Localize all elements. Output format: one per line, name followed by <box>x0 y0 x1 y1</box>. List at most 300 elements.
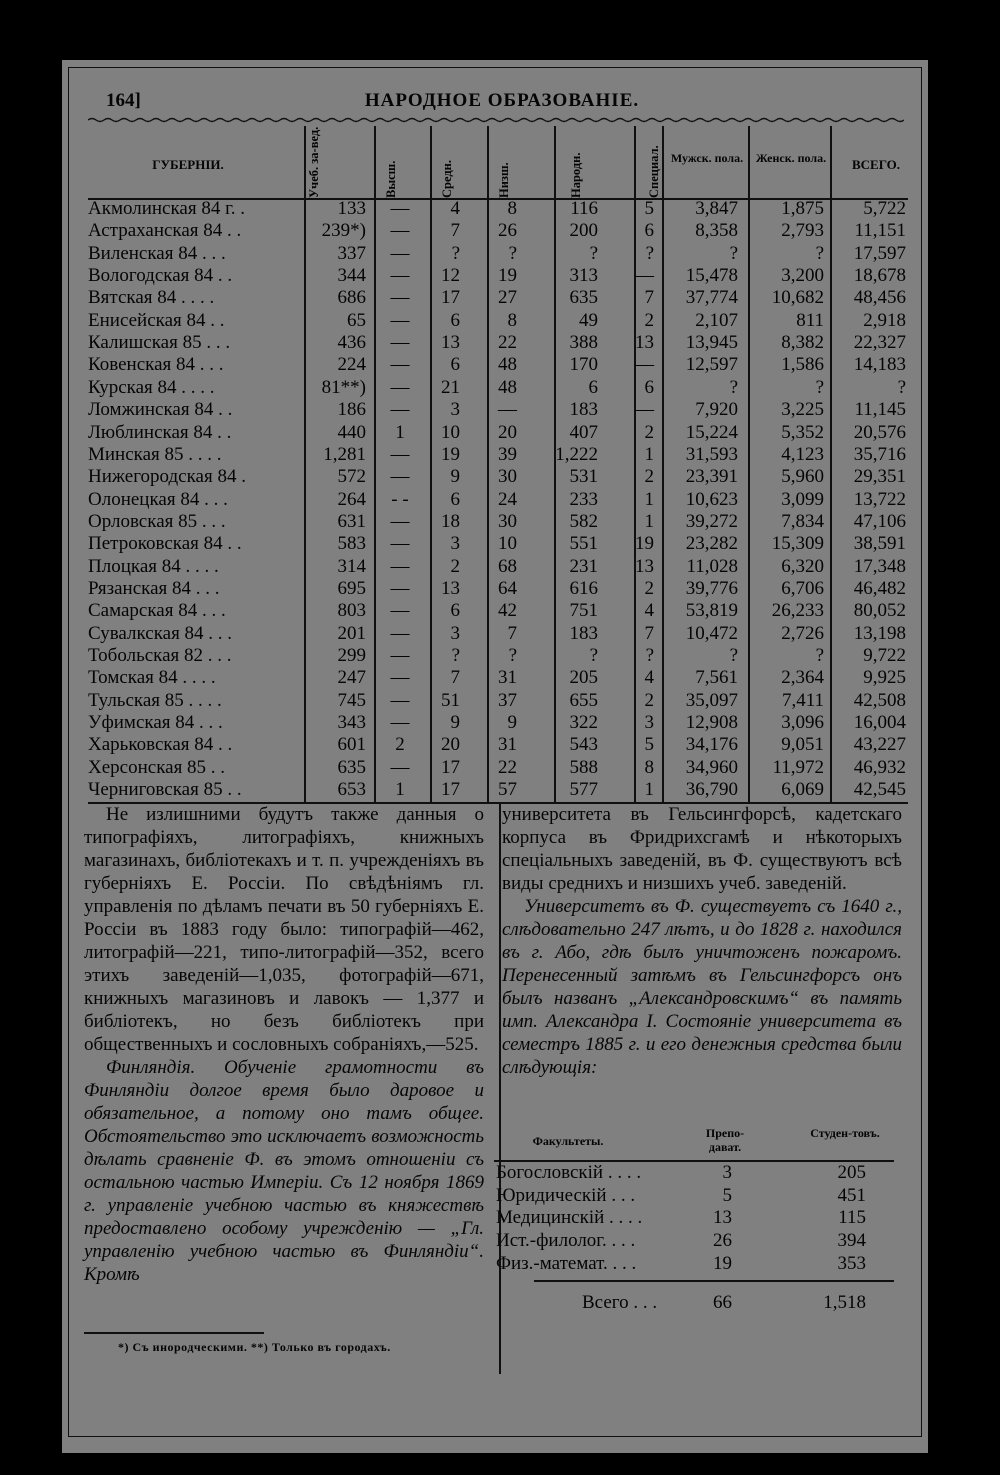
cell-guberniya: Люблинская 84 . . <box>88 421 232 443</box>
cell-special: 7 <box>644 287 654 309</box>
table-row <box>62 399 928 421</box>
cell-guberniya: Ломжинская 84 . . <box>88 399 233 421</box>
faculty-teachers: 5 <box>722 1184 732 1206</box>
cell-female: ? <box>815 645 824 666</box>
cell-male: 10,623 <box>685 488 738 510</box>
cell-secondary: 20 <box>441 734 460 756</box>
cell-public: 49 <box>579 309 598 331</box>
cell-guberniya: Енисейская 84 . . <box>88 309 225 331</box>
cell-special: 4 <box>644 600 654 622</box>
cell-female: 1,586 <box>781 354 824 376</box>
cell-female: 4,123 <box>781 443 824 465</box>
faculty-header-students: Студен-товъ. <box>810 1126 880 1140</box>
cell-schools: 631 <box>337 510 366 532</box>
table-row <box>62 645 928 667</box>
cell-lower: 42 <box>498 600 517 622</box>
cell-public: 183 <box>569 399 598 421</box>
cell-schools: 686 <box>337 287 366 309</box>
cell-total: 42,508 <box>853 689 906 711</box>
cell-male: 36,790 <box>685 779 738 801</box>
cell-special: 19 <box>635 533 654 555</box>
cell-total: 38,591 <box>853 533 906 555</box>
cell-male: 34,176 <box>685 734 738 756</box>
cell-higher: 2 <box>395 734 405 756</box>
table-row <box>62 734 928 756</box>
paragraph-university-intro: университета въ Гельсингфорсѣ, кадетскаго корпуса въ Фридрихсгамѣ и нѣкоторыхъ спеціальныхъ заведеній, въ Ф. существуютъ всѣ виды среднихъ и низшихъ учеб. заведеній. <box>502 804 902 894</box>
cell-secondary: 7 <box>450 220 460 242</box>
cell-secondary: 51 <box>441 689 460 711</box>
page-number: 164] <box>106 90 141 111</box>
cell-female: 2,364 <box>781 667 824 689</box>
cell-schools: 186 <box>337 399 366 421</box>
table-row <box>62 623 928 645</box>
cell-male: 37,774 <box>685 287 738 309</box>
cell-secondary: ? <box>451 242 460 264</box>
paragraph-university: Университетъ въ Ф. существуетъ съ 1640 г., слѣдовательно 247 лѣтъ, и до 1828 г. находился въ г. Або, гдѣ былъ уничтоженъ пожаромъ. Перенесенный затѣмъ въ Гельсингфорсъ онъ былъ названъ „Александровскимъ“ въ память имп. Александра I. Состояніе университета въ семестръ 1885 г. и его денежныя средства были слѣдующія: <box>502 896 902 1078</box>
faculty-name: Богословскій . . . . <box>496 1162 642 1183</box>
cell-male: 31,593 <box>685 443 738 465</box>
cell-secondary: 17 <box>441 287 460 309</box>
cell-schools: 201 <box>337 622 366 644</box>
cell-female: 11,972 <box>772 756 824 778</box>
cell-special: 13 <box>635 332 654 354</box>
cell-guberniya: Виленская 84 . . . <box>88 242 226 264</box>
cell-secondary: 6 <box>450 600 460 622</box>
cell-male: 10,472 <box>685 622 738 644</box>
paragraph-finland: Финляндія. Обученіе грамотности въ Финляндіи долгое время было даровое и обязательное, а потому оно тамъ общее. Обстоятельство это исключаетъ возможность дѣлать сравненіе Ф. въ этомъ отношеніи съ остальною частью Имперіи. Съ 12 ноября 1869 г. управленіе учебною частью въ княжествѣ предоставлено особому учрежденію — „Гл. управленію учебною частью въ Финляндіи“. Кромѣ <box>84 1057 484 1285</box>
cell-lower: 30 <box>498 466 517 488</box>
cell-total: 2,918 <box>863 309 906 331</box>
faculty-teachers: 3 <box>722 1162 732 1183</box>
faculty-name: Физ.-математ. . . . <box>496 1252 637 1274</box>
cell-male: 7,561 <box>695 667 738 689</box>
cell-total: 29,351 <box>853 466 906 488</box>
cell-special: 3 <box>644 712 654 734</box>
table-row <box>62 578 928 600</box>
cell-higher: — <box>390 354 410 376</box>
cell-higher: 1 <box>395 421 405 443</box>
cell-male: ? <box>729 242 738 264</box>
table-row <box>62 667 928 689</box>
cell-lower: 31 <box>498 667 517 689</box>
table-row <box>62 354 928 376</box>
left-column-text <box>84 803 484 1286</box>
cell-male: 3,847 <box>695 198 738 219</box>
cell-secondary: 18 <box>441 510 460 532</box>
cell-schools: 803 <box>337 600 366 622</box>
cell-guberniya: Акмолинская 84 г. . <box>88 198 245 219</box>
cell-public: 531 <box>569 466 598 488</box>
cell-lower: ? <box>508 242 517 264</box>
cell-total: 16,004 <box>853 712 906 734</box>
col-header-total: ВСЕГО. <box>851 157 901 172</box>
cell-higher: — <box>390 667 410 689</box>
cell-guberniya: Тобольская 82 . . . <box>88 645 232 666</box>
decorative-rule <box>88 116 904 124</box>
cell-secondary: 13 <box>441 332 460 354</box>
cell-female: ? <box>815 376 824 398</box>
cell-lower: 24 <box>498 488 517 510</box>
cell-higher: — <box>390 309 410 331</box>
cell-lower: 27 <box>498 287 517 309</box>
col-header-higher: Высш. <box>384 160 398 198</box>
cell-male: 35,097 <box>685 689 738 711</box>
cell-schools: 264 <box>337 488 366 510</box>
cell-public: 655 <box>569 689 598 711</box>
cell-guberniya: Харьковская 84 . . <box>88 734 233 756</box>
cell-schools: 440 <box>337 421 366 443</box>
cell-male: 13,945 <box>685 332 738 354</box>
cell-lower: 10 <box>498 533 517 555</box>
cell-total: 11,151 <box>854 220 906 242</box>
cell-schools: 745 <box>337 689 366 711</box>
cell-female: 3,225 <box>781 399 824 421</box>
faculty-total-teachers: 66 <box>713 1292 732 1313</box>
page <box>62 60 928 1453</box>
cell-total: 22,327 <box>853 332 906 354</box>
cell-lower: 57 <box>498 779 517 801</box>
cell-special: — <box>635 354 654 376</box>
cell-lower: 8 <box>507 198 517 219</box>
cell-public: 170 <box>569 354 598 376</box>
cell-special: 6 <box>644 220 654 242</box>
footnote: *) Съ инородческими. **) Только въ городахъ. <box>118 1340 391 1354</box>
cell-schools: 344 <box>337 265 366 287</box>
table-row <box>62 690 928 712</box>
cell-special: ? <box>645 242 654 264</box>
cell-public: 588 <box>569 756 598 778</box>
cell-lower: 30 <box>498 510 517 532</box>
cell-lower: 7 <box>507 622 517 644</box>
cell-special: 4 <box>644 667 654 689</box>
cell-secondary: 3 <box>450 533 460 555</box>
cell-higher: — <box>390 645 410 666</box>
col-header-public: Народн. <box>569 152 583 198</box>
cell-female: 3,099 <box>781 488 824 510</box>
cell-secondary: 3 <box>450 399 460 421</box>
cell-lower: 22 <box>498 756 517 778</box>
cell-guberniya: Томская 84 . . . . <box>88 667 216 689</box>
cell-female: ? <box>815 242 824 264</box>
cell-secondary: 12 <box>441 265 460 287</box>
table-row <box>62 332 928 354</box>
cell-lower: 48 <box>498 354 517 376</box>
cell-total: 43,227 <box>853 734 906 756</box>
cell-special: 5 <box>644 198 654 219</box>
cell-higher: - - <box>391 488 409 510</box>
table-row <box>62 556 928 578</box>
cell-schools: 133 <box>337 198 366 219</box>
faculty-teachers: 19 <box>713 1252 732 1274</box>
faculty-name: Ист.-филолог. . . . <box>496 1230 636 1252</box>
cell-guberniya: Сувалкская 84 . . . <box>88 622 233 644</box>
cell-higher: — <box>390 443 410 465</box>
cell-schools: 583 <box>337 533 366 555</box>
cell-special: 1 <box>644 779 654 801</box>
cell-public: 635 <box>569 287 598 309</box>
cell-special: — <box>635 265 654 287</box>
cell-higher: — <box>390 622 410 644</box>
faculty-total-rule <box>534 1280 894 1282</box>
table-row <box>62 220 928 242</box>
faculty-teachers: 26 <box>713 1230 732 1252</box>
cell-female: 7,834 <box>781 510 824 532</box>
col-header-special: Специал. <box>647 145 661 198</box>
cell-female: 8,382 <box>781 332 824 354</box>
cell-secondary: 13 <box>441 577 460 599</box>
cell-total: 11,145 <box>854 399 906 421</box>
cell-special: 13 <box>635 555 654 577</box>
cell-special: 2 <box>644 577 654 599</box>
cell-guberniya: Калишская 85 . . . <box>88 332 231 354</box>
faculty-total-students: 1,518 <box>823 1292 866 1313</box>
cell-total: 47,106 <box>853 510 906 532</box>
cell-guberniya: Орловская 85 . . . <box>88 510 226 532</box>
table-row <box>62 757 928 779</box>
cell-schools: 224 <box>337 354 366 376</box>
table-row <box>62 466 928 488</box>
table-row <box>62 600 928 622</box>
cell-higher: — <box>390 466 410 488</box>
cell-schools: 81**) <box>321 376 366 398</box>
page-title: НАРОДНОЕ ОБРАЗОВАНІЕ. <box>364 90 640 111</box>
cell-schools: 314 <box>337 555 366 577</box>
cell-guberniya: Олонецкая 84 . . . <box>88 488 228 510</box>
cell-secondary: 9 <box>450 712 460 734</box>
cell-higher: — <box>390 376 410 398</box>
cell-female: 3,200 <box>781 265 824 287</box>
cell-total: 13,722 <box>853 488 906 510</box>
cell-secondary: 19 <box>441 443 460 465</box>
cell-secondary: 2 <box>450 555 460 577</box>
cell-public: 407 <box>569 421 598 443</box>
running-header <box>106 90 898 116</box>
cell-lower: 19 <box>498 265 517 287</box>
cell-total: 48,456 <box>853 287 906 309</box>
cell-special: 7 <box>644 622 654 644</box>
cell-female: 1,875 <box>781 198 824 219</box>
faculty-students: 205 <box>837 1162 866 1183</box>
cell-lower: 37 <box>498 689 517 711</box>
cell-female: 811 <box>796 309 824 331</box>
paragraph-printing: Не излишними будутъ также данныя о типографіяхъ, литографіяхъ, книжныхъ магазинахъ, библіотекахъ и т. п. учрежденіяхъ въ губерніяхъ Е. Россіи. По свѣдѣніямъ гл. управленія по дѣламъ печати въ 50 губерніяхъ Е. Россіи въ 1883 году было: типографій—462, литографій—221, типо-литографій—352, всего этихъ заведеній—1,035, фотографій—671, книжныхъ магазиновъ и лавокъ — 1,377 и библіотекъ, но безъ библіотекъ при общественныхъ и сословныхъ собраніяхъ,—525. <box>84 804 484 1055</box>
faculty-name: Юридическій . . . <box>496 1184 636 1206</box>
cell-guberniya: Минская 85 . . . . <box>88 443 222 465</box>
cell-special: 1 <box>644 443 654 465</box>
cell-lower: 68 <box>498 555 517 577</box>
cell-secondary: 7 <box>450 667 460 689</box>
cell-female: 9,051 <box>781 734 824 756</box>
cell-male: ? <box>729 645 738 666</box>
cell-secondary: 9 <box>450 466 460 488</box>
cell-public: 233 <box>569 488 598 510</box>
cell-special: 8 <box>644 756 654 778</box>
cell-female: 6,069 <box>781 779 824 801</box>
cell-special: 5 <box>644 734 654 756</box>
cell-schools: 299 <box>337 645 366 666</box>
cell-public: 200 <box>569 220 598 242</box>
cell-public: 6 <box>588 376 598 398</box>
cell-higher: — <box>390 712 410 734</box>
cell-secondary: 6 <box>450 354 460 376</box>
table-row <box>62 377 928 399</box>
cell-public: 116 <box>570 198 598 219</box>
cell-lower: 8 <box>507 309 517 331</box>
cell-schools: 1,281 <box>323 443 366 465</box>
cell-lower: ? <box>508 645 517 666</box>
cell-total: 17,597 <box>853 242 906 264</box>
cell-higher: — <box>390 533 410 555</box>
cell-total: 9,925 <box>863 667 906 689</box>
cell-guberniya: Херсонская 85 . . <box>88 756 226 778</box>
cell-male: 7,920 <box>695 399 738 421</box>
cell-special: 2 <box>644 689 654 711</box>
faculty-teachers: 13 <box>713 1207 732 1229</box>
cell-public: 1,222 <box>555 443 598 465</box>
cell-higher: — <box>390 265 410 287</box>
cell-total: 9,722 <box>863 645 906 666</box>
col-header-secondary: Средн. <box>440 159 454 198</box>
cell-higher: — <box>390 198 410 219</box>
cell-male: 11,028 <box>686 555 738 577</box>
cell-secondary: 17 <box>441 756 460 778</box>
cell-female: 5,960 <box>781 466 824 488</box>
cell-female: 2,793 <box>781 220 824 242</box>
cell-male: 53,819 <box>685 600 738 622</box>
cell-schools: 343 <box>337 712 366 734</box>
table-row <box>62 533 928 555</box>
cell-public: 183 <box>569 622 598 644</box>
faculty-header-name: Факультеты. <box>532 1134 604 1148</box>
faculty-students: 115 <box>838 1207 866 1229</box>
cell-higher: — <box>390 689 410 711</box>
faculty-name: Медицинскій . . . . <box>496 1207 643 1229</box>
cell-guberniya: Самарская 84 . . . <box>88 600 226 622</box>
col-header-male: Мужск. пола. <box>670 151 744 165</box>
cell-lower: 26 <box>498 220 517 242</box>
cell-higher: — <box>390 555 410 577</box>
cell-higher: — <box>390 756 410 778</box>
faculty-total-label: Всего . . . <box>582 1292 658 1313</box>
cell-public: 388 <box>569 332 598 354</box>
faculty-students: 451 <box>837 1184 866 1206</box>
footnote-rule <box>84 1332 264 1334</box>
cell-female: 5,352 <box>781 421 824 443</box>
cell-male: 34,960 <box>685 756 738 778</box>
cell-public: 582 <box>569 510 598 532</box>
cell-schools: 653 <box>337 779 366 801</box>
cell-lower: 64 <box>498 577 517 599</box>
cell-higher: — <box>390 399 410 421</box>
cell-total: 35,716 <box>853 443 906 465</box>
cell-higher: — <box>390 510 410 532</box>
cell-schools: 65 <box>347 309 366 331</box>
cell-higher: — <box>390 242 410 264</box>
col-header-lower: Низш. <box>497 162 511 198</box>
table-row <box>62 243 928 265</box>
cell-total: 13,198 <box>853 622 906 644</box>
col-header-schools: Учеб. за-вед. <box>307 126 321 198</box>
cell-guberniya: Уфимская 84 . . . <box>88 712 223 734</box>
cell-public: 543 <box>569 734 598 756</box>
cell-female: 6,320 <box>781 555 824 577</box>
cell-female: 10,682 <box>771 287 824 309</box>
table-row <box>62 198 928 220</box>
cell-schools: 436 <box>337 332 366 354</box>
cell-schools: 635 <box>337 756 366 778</box>
cell-public: 577 <box>569 779 598 801</box>
cell-total: 80,052 <box>853 600 906 622</box>
faculty-students: 394 <box>837 1230 866 1252</box>
cell-female: 15,309 <box>771 533 824 555</box>
cell-special: ? <box>645 645 654 666</box>
cell-secondary: 17 <box>441 779 460 801</box>
table-row <box>62 511 928 533</box>
cell-higher: 1 <box>395 779 405 801</box>
cell-guberniya: Вятская 84 . . . . <box>88 287 215 309</box>
cell-total: 18,678 <box>853 265 906 287</box>
table-row <box>62 712 928 734</box>
cell-secondary: ? <box>451 645 460 666</box>
cell-higher: — <box>390 600 410 622</box>
cell-public: 313 <box>569 265 598 287</box>
cell-public: ? <box>589 645 598 666</box>
cell-total: ? <box>897 376 906 398</box>
cell-guberniya: Черниговская 85 . . <box>88 779 242 801</box>
cell-schools: 572 <box>337 466 366 488</box>
cell-secondary: 3 <box>450 622 460 644</box>
cell-male: 23,282 <box>685 533 738 555</box>
cell-total: 42,545 <box>853 779 906 801</box>
cell-guberniya: Ковенская 84 . . . <box>88 354 224 376</box>
cell-male: 39,272 <box>685 510 738 532</box>
cell-higher: — <box>390 577 410 599</box>
cell-higher: — <box>390 220 410 242</box>
col-header-female: Женск. пола. <box>755 151 827 165</box>
cell-female: 3,096 <box>781 712 824 734</box>
cell-male: 8,358 <box>695 220 738 242</box>
cell-total: 46,482 <box>853 577 906 599</box>
cell-total: 14,183 <box>853 354 906 376</box>
table-row <box>62 779 928 801</box>
faculty-students: 353 <box>837 1252 866 1274</box>
cell-total: 17,348 <box>853 555 906 577</box>
cell-public: 205 <box>569 667 598 689</box>
cell-guberniya: Курская 84 . . . . <box>88 376 215 398</box>
cell-public: 616 <box>569 577 598 599</box>
cell-total: 46,932 <box>853 756 906 778</box>
cell-secondary: 10 <box>441 421 460 443</box>
cell-special: 2 <box>644 421 654 443</box>
cell-public: 322 <box>569 712 598 734</box>
cell-lower: 48 <box>498 376 517 398</box>
cell-public: 551 <box>569 533 598 555</box>
col-header-guberniya: ГУБЕРНІИ. <box>152 157 224 172</box>
cell-schools: 247 <box>337 667 366 689</box>
cell-guberniya: Тульская 85 . . . . <box>88 689 222 711</box>
cell-special: 2 <box>644 309 654 331</box>
cell-lower: 22 <box>498 332 517 354</box>
cell-female: 7,411 <box>781 689 824 711</box>
cell-public: 751 <box>569 600 598 622</box>
cell-lower: 39 <box>498 443 517 465</box>
cell-schools: 239*) <box>321 220 366 242</box>
cell-male: 39,776 <box>685 577 738 599</box>
table-row <box>62 422 928 444</box>
cell-secondary: 4 <box>450 198 460 219</box>
cell-public: ? <box>589 242 598 264</box>
cell-special: 6 <box>644 376 654 398</box>
